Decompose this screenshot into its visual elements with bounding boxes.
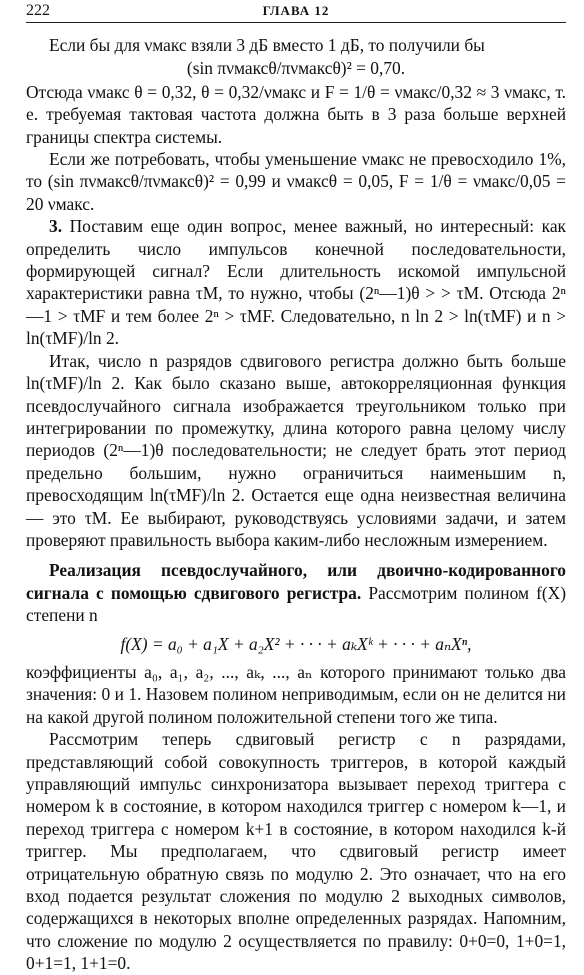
item-number: 3. <box>49 216 63 237</box>
section-gap <box>26 551 566 559</box>
paragraph-7: Рассмотрим теперь сдвиговый регистр с n разрядами, представляющий собой совокупность триггеров, в которой каждый управляющий импульс синхронизатора вызывает переход триггера с номером k в состояние, в котором находился триггер с номером k—1, и переход триггера с номером k+1 в состояние, в котором находился k-й триггер. Мы предполагаем, что сдвиговый регистр имеет отрицательную обратную связь по модулю 2. Это означает, что на его вход подается результат сложения по модулю 2 выходных символов, содержащихся в некоторых вполне определенных разрядах. Напомним, что сложение по модулю 2 осуществляется по правилу: 0+0=0, 1+0=1, 0+1=1, 1+1=0. <box>26 729 566 974</box>
equation-1: (sin πνмаксθ/πνмаксθ)² = 0,70. <box>186 58 406 79</box>
paragraph-4-text: Поставим еще один вопрос, менее важный, но интересный: как определить число импульсов конечной последовательности, формирующей сигнал? Если длительность искомой импульсной характеристики равна τM, то нужно, чтобы (2ⁿ—1)θ > > τM. Отсюда 2ⁿ—1 > τMF и тем более 2ⁿ > τMF. Следовательно, n ln 2 > ln(τMF) и n > ln(τMF)/ln 2. <box>26 216 566 349</box>
paragraph-2: Отсюда νмакс θ = 0,32, θ = 0,32/νмакс и F = 1/θ = νмакс/0,32 ≈ 3 νмакс, т. е. требуемая тактовая частота должна быть в 3 раза больше верхней границы спектра системы. <box>26 81 566 147</box>
paragraph-1: Если бы для νмакс взяли 3 дБ вместо 1 дБ, то получили бы <box>49 35 485 55</box>
chapter-title: ГЛАВА 12 <box>262 3 330 18</box>
paragraph-6: коэффициенты a₀, a₁, a₂, ..., aₖ, ..., aₙ которого принимают только два значения: 0 и 1. Назовем полином неприводимым, если он не делится ни на какой другой полином положительной степени того же типа. <box>26 661 566 727</box>
paragraph-5: Итак, число n разрядов сдвигового регистра должно быть больше ln(τMF)/ln 2. Как было сказано выше, автокорреляционная функция псевдослучайного сигнала изображается треугольником только при интегрировании по промежутку, длина которого равна целому числу периодов (2ⁿ—1)θ последовательности; не следует брать этот период предельно большим, нужно ограничиться наименьшим n, превосходящим ln(τMF)/ln 2. Остается еще одна неизвестная величина — это τM. Ее выбирают, руководствуясь условиями задачи, и затем проверяют правильность выбора каким-либо несложным измерением. <box>26 350 566 550</box>
paragraph-3: Если же потребовать, чтобы уменьшение νмакс не превосходило 1%, то (sin πνмаксθ/πνмаксθ)² = 0,99 и νмаксθ = 0,05, F = 1/θ = νмакс/0,05 = 20 νмакс. <box>26 149 566 214</box>
section-title: Реализация псевдослучайного, или двоично-кодированного сигнала с помощью сдвигового регистра. <box>26 560 566 603</box>
section-paragraph <box>26 559 566 626</box>
running-header <box>26 0 566 23</box>
section-intro: Рассмотрим полином f(X) степени n <box>26 582 566 626</box>
equation-2: f(X) = a₀ + a₁X + a₂X² + · · · + aₖXᵏ + · · · + aₙXⁿ, <box>120 633 472 654</box>
page-number: 222 <box>26 2 50 19</box>
paragraph-4 <box>26 215 566 349</box>
page-body <box>26 34 566 975</box>
